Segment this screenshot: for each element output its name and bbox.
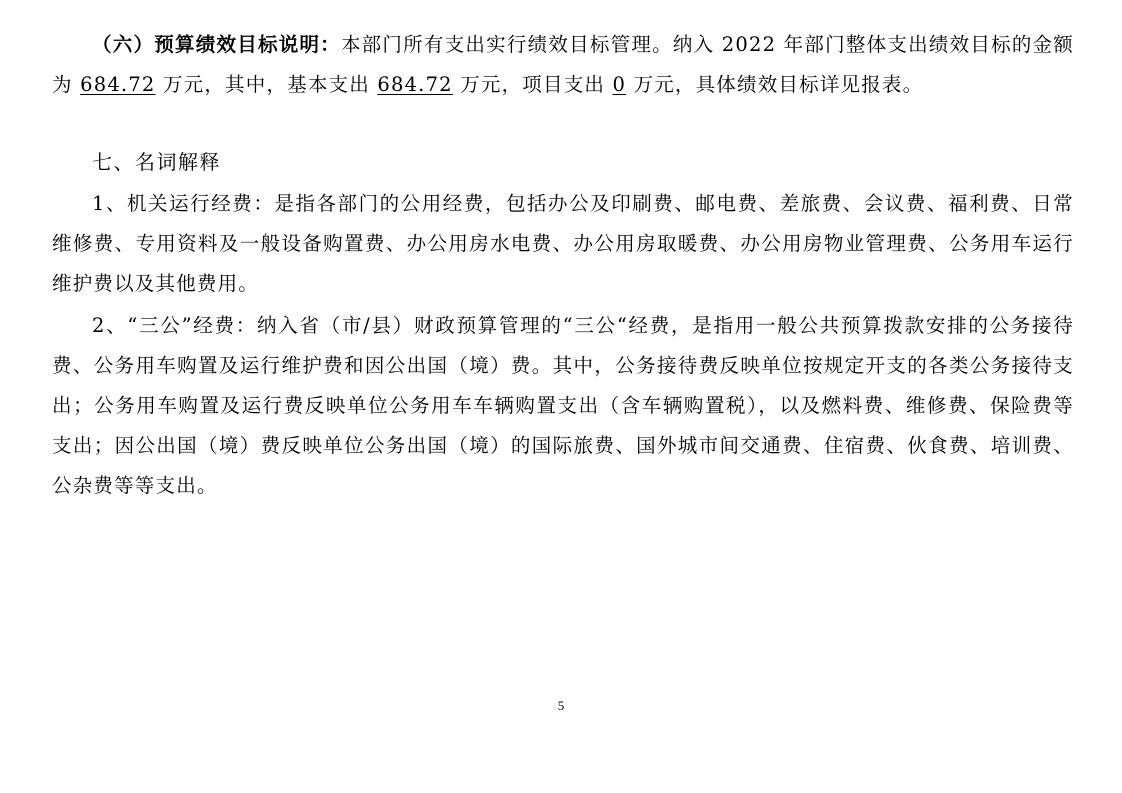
total-amount: 684.72 [80, 73, 156, 96]
basic-expenditure-amount: 684.72 [377, 73, 453, 96]
section-6-text-c: 万元，项目支出 [452, 73, 613, 96]
section-6-text-a: 本部门所有支出实行绩效目标管理。纳入 2022 年部门整体支出绩效目标的金额为 [52, 33, 1075, 96]
section-6-label: （六）预算绩效目标说明： [92, 33, 341, 56]
section-6-text-b: 万元，其中，基本支出 [155, 73, 378, 96]
project-expenditure-amount: 0 [612, 73, 627, 96]
page-number: 5 [557, 698, 565, 713]
definition-item-2: 2、“三公”经费：纳入省（市/县）财政预算管理的“三公“经费，是指用一般公共预算拨款安排的公务接待费、公务用车购置及运行维护费和因公出国（境）费。其中，公务接待费反映单位按规定开支的各类公务接待支出；公务用车购置及运行费反映单位公务用车车辆购置支出（含车辆购置税），以及燃料费、维修费、保险费等支出；因公出国（境）费反映单位公务出国（境）的国际旅费、国外城市间交通费、住宿费、伙食费、培训费、公杂费等等支出。 [52, 314, 1074, 497]
section-6-text-d: 万元，具体绩效目标详见报表。 [626, 73, 924, 96]
section-7-heading: 七、名词解释 [92, 150, 221, 174]
budget-performance-paragraph [52, 25, 1074, 105]
definition-item-1: 1、机关运行经费：是指各部门的公用经费，包括办公及印刷费、邮电费、差旅费、会议费、福利费、日常维修费、专用资料及一般设备购置费、办公用房水电费、办公用房取暖费、办公用房物业管理费、公务用车运行维护费以及其他费用。 [52, 192, 1074, 295]
